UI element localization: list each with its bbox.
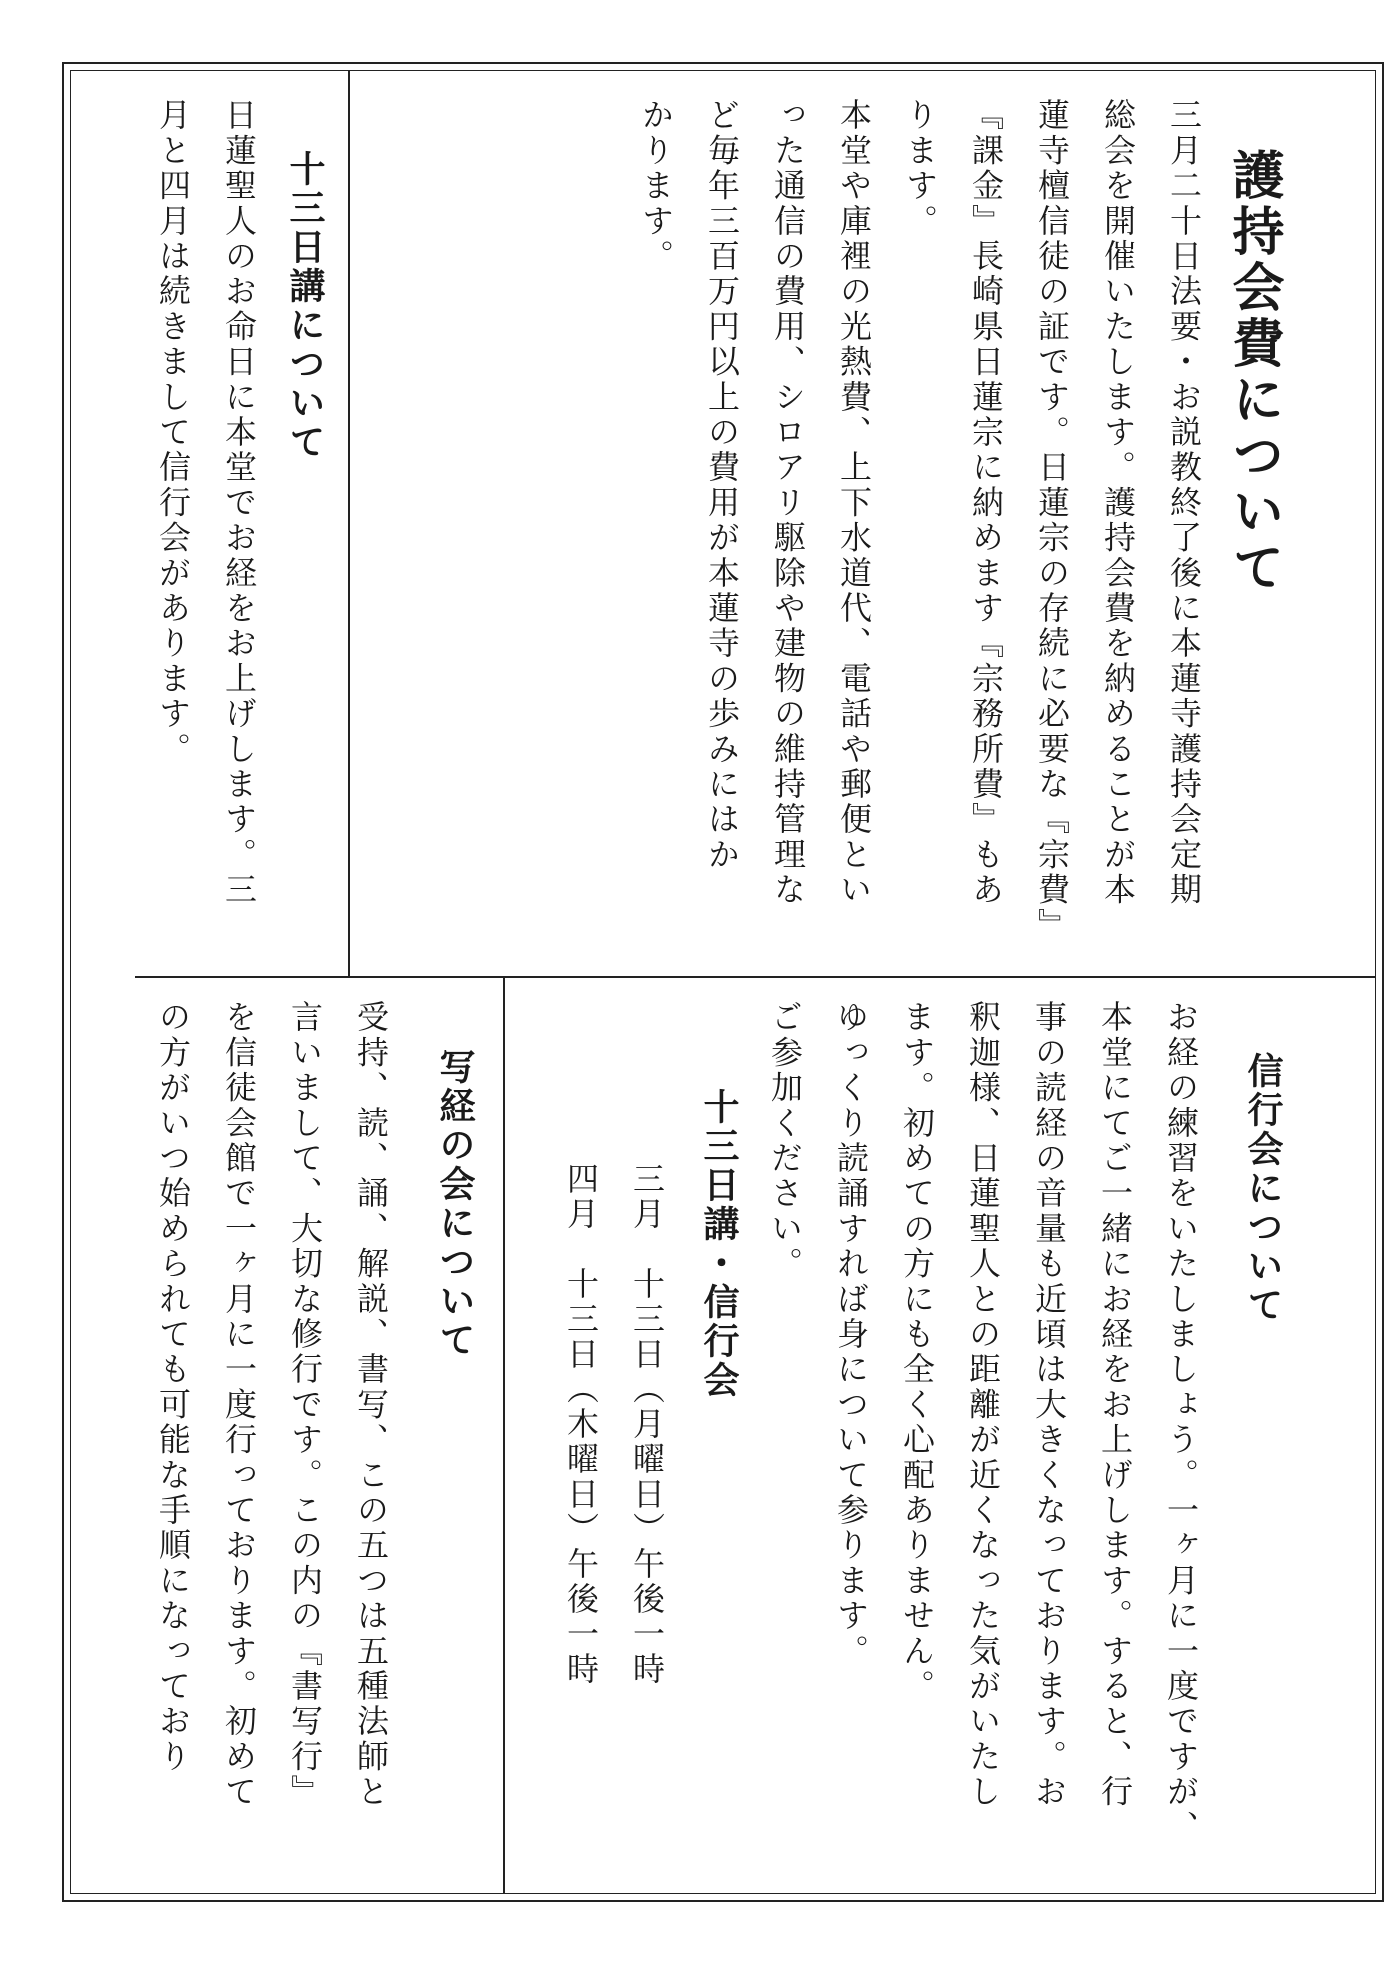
- shingyo-line: 事の読経の音量も近頃は大きくなっております。お: [1030, 1000, 1068, 1810]
- goji-line: 本堂や庫裡の光熱費、上下水道代、電話や郵便とい: [835, 98, 873, 908]
- schedule-row: 三月 十三日（月曜日）午後一時: [628, 1162, 666, 1687]
- shingyo-title: 信行会について: [1242, 1052, 1284, 1325]
- goji-line: かります。: [637, 98, 675, 274]
- shingyo-body: [752, 1000, 1214, 1845]
- divider-vertical-top: [348, 70, 350, 976]
- goji-line: 三月二十日法要・お説教終了後に本蓮寺護持会定期: [1165, 98, 1203, 908]
- schedule-body: [548, 1162, 680, 1687]
- divider-horizontal: [135, 976, 1376, 978]
- shakyo-line: 受持、読、誦、解説、書写、この五つは五種法師と: [352, 1000, 390, 1810]
- shakyo-line: 言いまして、大切な修行です。この内の『書写行』: [286, 1000, 324, 1810]
- goji-line: 『課金』長崎県日蓮宗に納めます『宗務所費』もあ: [967, 98, 1005, 908]
- shakyo-line: の方がいつ始められても可能な手順になっており: [154, 1000, 192, 1775]
- schedule-title: 十三日講・信行会: [698, 1088, 740, 1400]
- goji-line: ります。: [901, 98, 939, 239]
- shingyo-line: お経の練習をいたしましょう。一ヶ月に一度ですが、: [1162, 1000, 1200, 1845]
- schedule-row: 四月 十三日（木曜日）午後一時: [562, 1162, 600, 1687]
- shingyo-line: ご参加ください。: [766, 1000, 804, 1282]
- goji-line: 総会を開催いたします。護持会費を納めることが本: [1099, 98, 1137, 908]
- shakyo-title: 写経の会について: [434, 1048, 476, 1360]
- jusannichi-line: 日蓮聖人のお命日に本堂でお経をお上げします。三: [220, 98, 258, 908]
- jusannichi-line: 月と四月は続きまして信行会があります。: [154, 98, 192, 767]
- goji-line: 蓮寺檀信徒の証です。日蓮宗の存続に必要な『宗費』: [1033, 98, 1071, 943]
- goji-line: った通信の費用、シロアリ駆除や建物の維持管理な: [769, 98, 807, 908]
- shingyo-line: 釈迦様、日蓮聖人との距離が近くなった気がいたし: [964, 1000, 1002, 1810]
- shingyo-line: ゆっくり読誦すれば身について参ります。: [832, 1000, 870, 1669]
- goji-line: ど毎年三百万円以上の費用が本蓮寺の歩みにはか: [703, 98, 741, 873]
- shakyo-body: [140, 1000, 404, 1810]
- goji-body: [623, 98, 1217, 943]
- shingyo-line: 本堂にてご一緒にお経をお上げします。すると、行: [1096, 1000, 1134, 1810]
- divider-vertical-bottom: [503, 978, 505, 1894]
- jusannichi-title: 十三日講について: [284, 150, 326, 462]
- shakyo-line: を信徒会館で一ヶ月に一度行っております。初めて: [220, 1000, 258, 1810]
- goji-title: 護持会費について: [1223, 148, 1284, 596]
- shingyo-line: ます。初めての方にも全く心配ありません。: [898, 1000, 936, 1704]
- jusannichi-body: [140, 98, 272, 908]
